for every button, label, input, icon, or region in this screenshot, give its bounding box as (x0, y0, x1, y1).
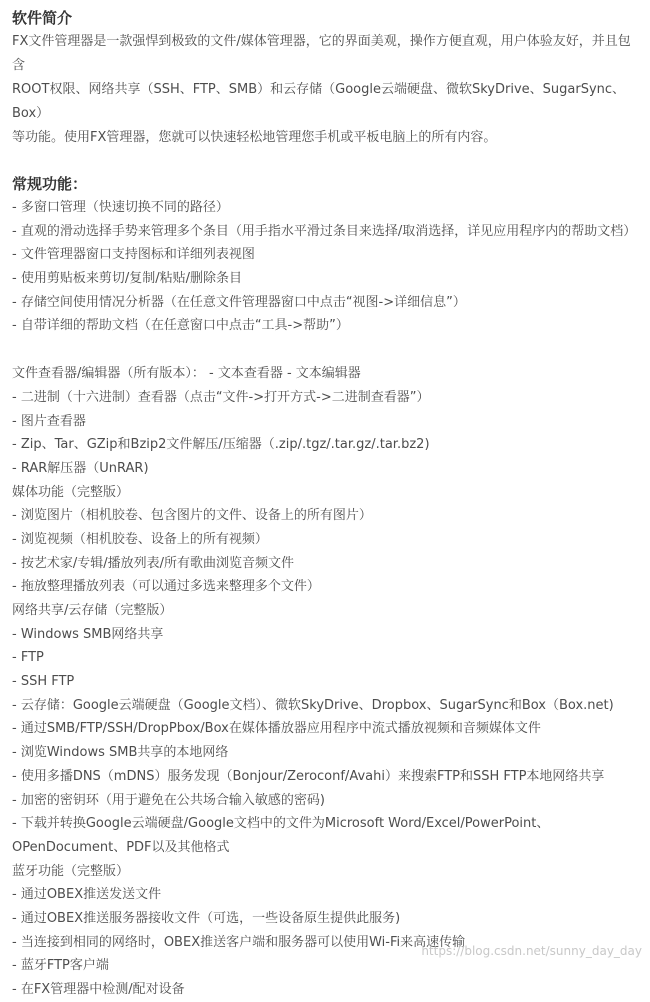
list-item: - 按艺术家/专辑/播放列表/所有歌曲浏览音频文件 (12, 555, 294, 571)
watermark-url: https://blog.csdn.net/sunny_day_day (421, 944, 642, 958)
list-item: - Zip、Tar、GZip和Bzip2文件解压/压缩器（.zip/.tgz/.tar.gz/.tar.bz2) (12, 437, 430, 453)
list-item: - 文件管理器窗口支持图标和详细列表视图 (12, 247, 255, 263)
list-item: - 图片查看器 (12, 413, 86, 429)
intro-line: 等功能。使用FX管理器，您就可以快速轻松地管理您手机或平板电脑上的所有内容。 (12, 130, 497, 145)
list-item: - 二进制（十六进制）查看器（点击“文件->打开方式->二进制查看器”） (12, 389, 430, 405)
list-item: - 当连接到相同的网络时，OBEX推送客户端和服务器可以使用Wi-Fi来高速传输 (12, 934, 466, 950)
list-item: - 下载并转换Google云端硬盘/Google文档中的文件为Microsoft Word/Excel/PowerPoint、 (12, 816, 550, 832)
list-item: - 直观的滑动选择手势来管理多个条目（用手指水平滑过条目来选择/取消选择，详见应用程序内的帮助文档） (12, 223, 637, 239)
intro-heading: 软件简介 (12, 9, 73, 27)
list-item: - 使用多播DNS（mDNS）服务发现（Bonjour/Zeroconf/Avahi）来搜索FTP和SSH FTP本地网络共享 (12, 768, 605, 784)
list-item: - 自带详细的帮助文档（在任意窗口中点击“工具->帮助”） (12, 318, 349, 334)
intro-line: FX文件管理器是一款强悍到极致的文件/媒体管理器，它的界面美观，操作方便直观，用户体验友好，并且包含 (12, 34, 631, 73)
list-item: - 存储空间使用情况分析器（在任意文件管理器窗口中点击“视图->详细信息”） (12, 294, 466, 310)
list-item: 文件查看器/编辑器（所有版本）： - 文本查看器 - 文本编辑器 (12, 366, 361, 382)
section-label-network: 网络共享/云存储（完整版） (12, 603, 173, 618)
list-item: - 蓝牙FTP客户端 (12, 958, 109, 974)
list-item-continuation: OPenDocument、PDF以及其他格式 (12, 839, 230, 855)
list-item: - FTP (12, 650, 44, 666)
list-item: - 在FX管理器中检测/配对设备 (12, 982, 185, 997)
list-item: - 浏览视频（相机胶卷、设备上的所有视频） (12, 531, 268, 547)
list-item: - 云存储：Google云端硬盘（Google文档）、微软SkyDrive、Dropbox、SugarSync和Box（Box.net) (12, 697, 614, 713)
list-item: - 使用剪贴板来剪切/复制/粘贴/删除条目 (12, 271, 242, 287)
list-item: - 浏览Windows SMB共享的本地网络 (12, 745, 229, 761)
list-item: - RAR解压器（UnRAR) (12, 460, 149, 476)
list-item: - SSH FTP (12, 674, 75, 690)
list-item: - 通过OBEX推送服务器接收文件（可选，一些设备原生提供此服务) (12, 910, 401, 926)
section-label-bluetooth: 蓝牙功能（完整版） (12, 863, 130, 879)
list-item: - 拖放整理播放列表（可以通过多选来整理多个文件） (12, 579, 320, 595)
article-content (12, 6, 642, 1002)
features-section (12, 172, 642, 1002)
list-item: - Windows SMB网络共享 (12, 626, 164, 642)
intro-paragraph (12, 30, 642, 150)
list-item: - 浏览图片（相机胶卷、包含图片的文件、设备上的所有图片） (12, 508, 372, 524)
list-item: - 通过SMB/FTP/SSH/DropPbox/Box在媒体播放器应用程序中流式播放视频和音频媒体文件 (12, 721, 541, 737)
section-label-media: 媒体功能（完整版） (12, 484, 130, 500)
intro-section (12, 6, 642, 150)
list-item: - 通过OBEX推送发送文件 (12, 887, 162, 903)
list-item: - 多窗口管理（快速切换不同的路径） (12, 200, 229, 215)
list-item: - 加密的密钥环（用于避免在公共场合输入敏感的密码) (12, 792, 325, 808)
intro-line: ROOT权限、网络共享（SSH、FTP、SMB）和云存储（Google云端硬盘、微软SkyDrive、SugarSync、Box） (12, 82, 626, 121)
more-features-list (12, 362, 642, 1002)
features-heading: 常规功能： (12, 175, 88, 193)
general-features-list (12, 196, 642, 338)
